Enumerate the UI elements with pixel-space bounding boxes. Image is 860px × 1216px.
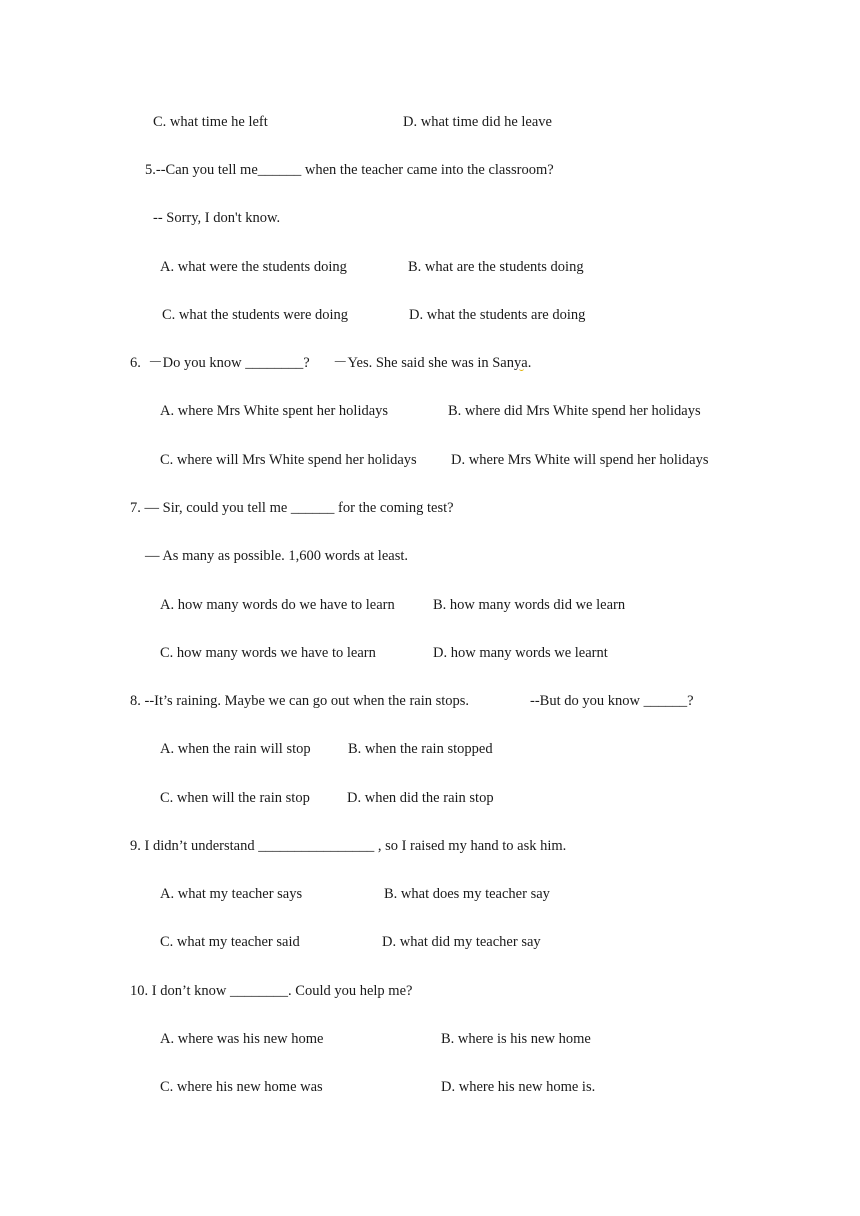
q7-option-a: A. how many words do we have to learn <box>160 597 395 613</box>
q10-option-b: B. where is his new home <box>441 1031 591 1047</box>
q9-option-d: D. what did my teacher say <box>382 934 541 950</box>
q6-marked-letter: a <box>521 355 528 371</box>
q5-option-a: A. what were the students doing <box>160 259 347 275</box>
q8-option-a: A. when the rain will stop <box>160 741 311 757</box>
q6-stem-answer-end: . <box>527 355 532 371</box>
q7-reply: — As many as possible. 1,600 words at least. <box>145 548 408 564</box>
q6-stem-question: 6. －Do you know ________? <box>130 355 310 371</box>
q6-option-b: B. where did Mrs White spend her holidays <box>448 403 701 419</box>
q5-stem: 5.--Can you tell me______ when the teacher came into the classroom? <box>145 162 554 178</box>
q8-stem: 8. --It’s raining. Maybe we can go out when the rain stops. <box>130 693 470 709</box>
q7-option-b: B. how many words did we learn <box>433 597 626 613</box>
q6-stem-answer-text: －Yes. She said she was in Sany <box>333 355 522 371</box>
q6-option-a: A. where Mrs White spent her holidays <box>160 403 389 419</box>
q10-option-a: A. where was his new home <box>160 1031 324 1047</box>
q5-option-c: C. what the students were doing <box>162 307 349 323</box>
q6-stem-answer <box>333 354 531 372</box>
q8-option-d: D. when did the rain stop <box>347 790 494 806</box>
q7-option-d: D. how many words we learnt <box>433 645 608 661</box>
q9-option-a: A. what my teacher says <box>160 886 303 902</box>
q10-option-c: C. where his new home was <box>160 1079 323 1095</box>
q6-option-d: D. where Mrs White will spend her holidays <box>451 452 709 468</box>
q6-proofread-mark <box>521 355 527 371</box>
q10-stem: 10. I don’t know ________. Could you help me? <box>130 983 413 999</box>
q10-option-d: D. where his new home is. <box>441 1079 596 1095</box>
q5-reply: -- Sorry, I don't know. <box>153 210 281 226</box>
q9-option-b: B. what does my teacher say <box>384 886 550 902</box>
q4-option-c: C. what time he left <box>153 114 268 130</box>
q5-option-d: D. what the students are doing <box>409 307 586 323</box>
q8-option-b: B. when the rain stopped <box>348 741 493 757</box>
q8-option-c: C. when will the rain stop <box>160 790 310 806</box>
q7-stem: 7. — Sir, could you tell me ______ for the coming test? <box>130 500 454 516</box>
q6-option-c: C. where will Mrs White spend her holidays <box>160 452 417 468</box>
q4-option-d: D. what time did he leave <box>403 114 552 130</box>
q9-option-c: C. what my teacher said <box>160 934 300 950</box>
q9-stem: 9. I didn’t understand ________________ , so I raised my hand to ask him. <box>130 838 567 854</box>
q8-stem-reply: --But do you know ______? <box>530 693 694 709</box>
q7-option-c: C. how many words we have to learn <box>160 645 376 661</box>
q5-option-b: B. what are the students doing <box>408 259 584 275</box>
